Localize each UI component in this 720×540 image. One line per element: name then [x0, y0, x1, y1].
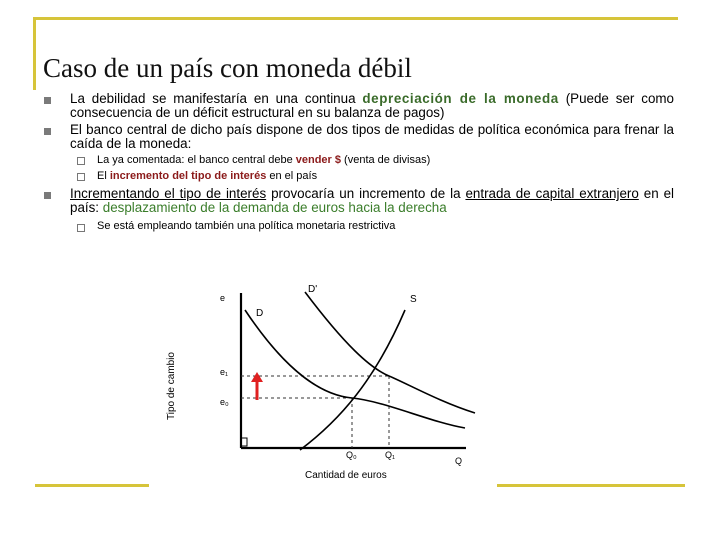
d-prime-label: D': [308, 284, 318, 295]
demand-curve-d: [245, 310, 465, 428]
bullet-3-mid-2: en el país:: [70, 186, 674, 215]
bullet-1-highlight: depreciación de la moneda: [362, 91, 559, 106]
bullet-2-text: El banco central de dicho país dispone de dos tipos de medidas de política económica para frenar la caída de la moneda:: [70, 122, 674, 151]
bullet-1-pre: La debilidad se manifestaría en una continua: [70, 91, 363, 106]
s-label: S: [410, 294, 417, 305]
y-axis-top-label: e: [220, 293, 226, 303]
y-axis-label: Tipo de cambio: [166, 352, 177, 420]
demand-curve-d-prime: [305, 292, 475, 413]
q-axis-label: Q: [455, 456, 463, 466]
sub-2-post: en el país: [266, 170, 318, 182]
red-arrow-head: [251, 372, 263, 382]
bullet-3-sub-1: Se está empleando también una política monetaria restrictiva: [97, 220, 396, 232]
bullet-3-mid: provocaría un incremento de la: [266, 186, 466, 201]
sub-1-post: (venta de divisas): [341, 154, 431, 166]
q0-label: Q₀: [346, 450, 357, 460]
sub-2-pre: El: [97, 170, 110, 182]
bullet-3-green: desplazamiento de la demanda de euros hacia la derecha: [102, 200, 447, 215]
sub-1-pre: La ya comentada: el banco central debe: [97, 154, 296, 166]
e1-label: e₁: [220, 367, 229, 377]
bullet-3-ul-2: entrada de capital extranjero: [465, 186, 639, 201]
bullet-1-post: (Puede ser como consecuencia de un déficit estructural en su balanza de pagos): [70, 91, 675, 120]
e0-label: e₀: [220, 397, 229, 407]
bullet-3-ul-1: Incrementando el tipo de interés: [70, 186, 267, 201]
sub-1-highlight: vender $: [295, 154, 341, 166]
x-axis-label: Cantidad de euros: [305, 470, 387, 481]
q1-label: Q₁: [385, 450, 396, 460]
sub-2-highlight: incremento del tipo de interés: [109, 170, 267, 182]
d-label: D: [256, 308, 264, 319]
slide-title: Caso de un país con moneda débil: [43, 53, 412, 83]
